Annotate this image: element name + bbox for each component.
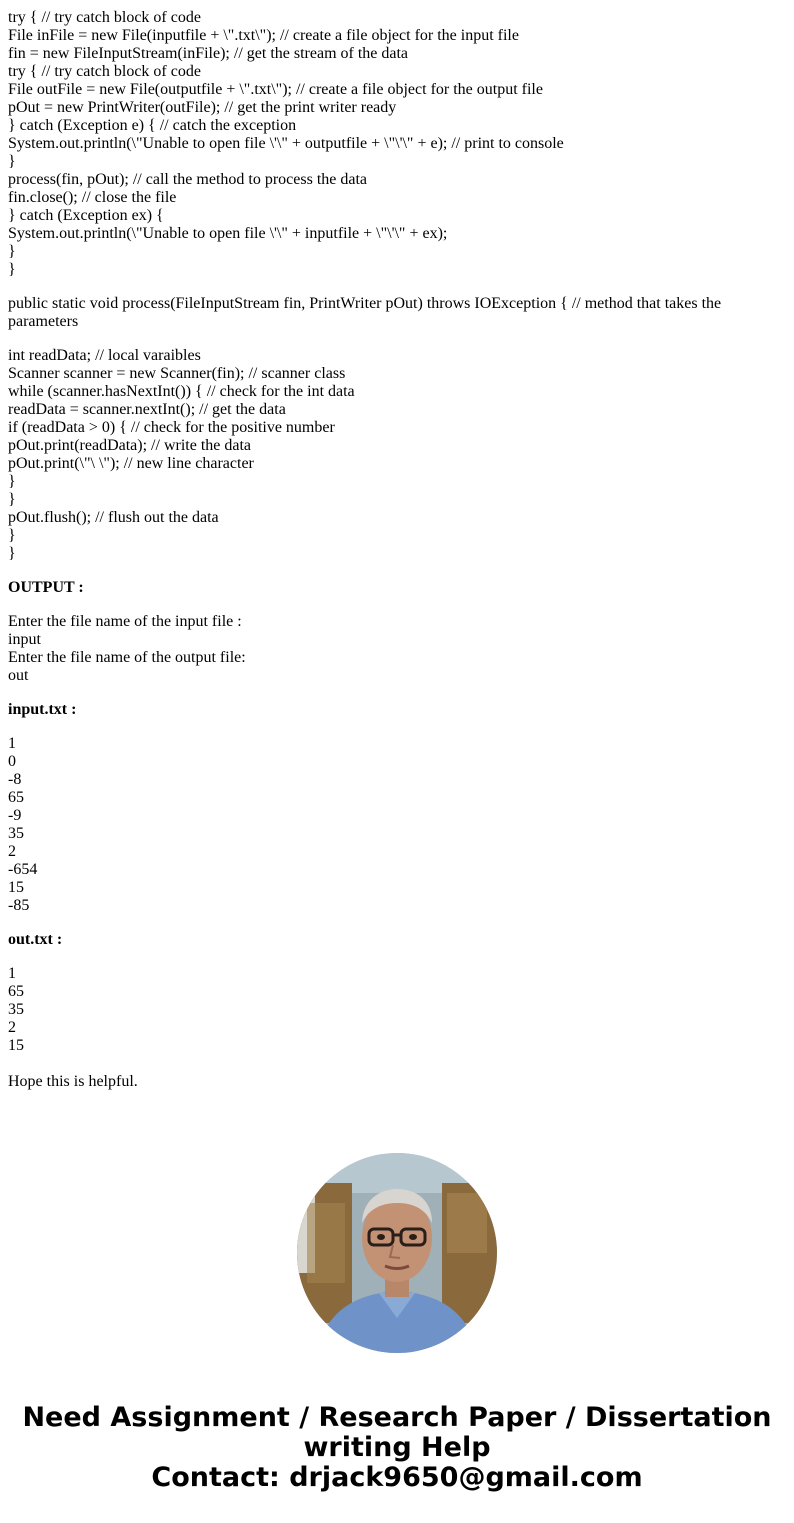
- input-value: 65: [8, 789, 24, 806]
- console-output: [8, 613, 784, 685]
- console-line: input: [8, 631, 41, 648]
- input-value: 15: [8, 879, 24, 896]
- input-value: 35: [8, 825, 24, 842]
- code-line: }: [8, 545, 16, 562]
- input-file-values: [8, 735, 784, 915]
- code-line: fin.close(); // close the file: [8, 189, 177, 206]
- output-value: 35: [8, 1001, 24, 1018]
- output-file-values: [8, 965, 784, 1055]
- code-line: while (scanner.hasNextInt()) { // check for the int data: [8, 383, 355, 400]
- input-value: -85: [8, 897, 30, 914]
- code-line: pOut.flush(); // flush out the data: [8, 509, 219, 526]
- console-line: Enter the file name of the input file :: [8, 613, 242, 630]
- author-avatar: [297, 1153, 497, 1353]
- input-value: 2: [8, 843, 16, 860]
- code-line: System.out.println(\"Unable to open file \'\" + inputfile + \"\'\" + ex);: [8, 225, 448, 242]
- code-line: readData = scanner.nextInt(); // get the data: [8, 401, 286, 418]
- code-block-try: [8, 9, 784, 279]
- answer-content: [8, 9, 784, 1091]
- method-signature: public static void process(FileInputStream fin, PrintWriter pOut) throws IOException { // method that takes the parameters: [8, 295, 722, 330]
- output-heading: OUTPUT :: [8, 579, 84, 596]
- promo-banner: [0, 1403, 794, 1493]
- code-line: pOut = new PrintWriter(outFile); // get the print writer ready: [8, 99, 397, 116]
- promo-contact: Contact: drjack9650@gmail.com: [151, 1462, 643, 1493]
- code-line: }: [8, 527, 16, 544]
- output-value: 15: [8, 1037, 24, 1054]
- output-value: 65: [8, 983, 24, 1000]
- code-line: if (readData > 0) { // check for the positive number: [8, 419, 335, 436]
- code-line: File inFile = new File(inputfile + \".txt\"); // create a file object for the input file: [8, 27, 519, 44]
- code-line: }: [8, 261, 16, 278]
- code-line: System.out.println(\"Unable to open file \'\" + outputfile + \"\'\" + e); // print to console: [8, 135, 564, 152]
- console-line: out: [8, 667, 29, 684]
- output-value: 2: [8, 1019, 16, 1036]
- output-file-heading: out.txt :: [8, 931, 63, 948]
- code-line: Scanner scanner = new Scanner(fin); // scanner class: [8, 365, 346, 382]
- closing-text: Hope this is helpful.: [8, 1073, 138, 1090]
- promo-line: writing Help: [303, 1432, 491, 1463]
- code-line: }: [8, 243, 16, 260]
- code-line: try { // try catch block of code: [8, 63, 201, 80]
- input-file-heading: input.txt :: [8, 701, 77, 718]
- console-line: Enter the file name of the output file:: [8, 649, 246, 666]
- input-value: -654: [8, 861, 38, 878]
- code-line: pOut.print(\"\ \"); // new line character: [8, 455, 254, 472]
- author-portrait-image: [297, 1153, 497, 1353]
- code-line: } catch (Exception e) { // catch the exception: [8, 117, 297, 134]
- code-line: try { // try catch block of code: [8, 9, 201, 26]
- code-line: pOut.print(readData); // write the data: [8, 437, 252, 454]
- input-value: -8: [8, 771, 22, 788]
- code-line: File outFile = new File(outputfile + \".txt\"); // create a file object for the output file: [8, 81, 543, 98]
- code-line: process(fin, pOut); // call the method to process the data: [8, 171, 368, 188]
- promo-line: Need Assignment / Research Paper / Dissertation: [22, 1402, 772, 1433]
- code-line: } catch (Exception ex) {: [8, 207, 164, 224]
- code-line: int readData; // local varaibles: [8, 347, 201, 364]
- input-value: -9: [8, 807, 22, 824]
- code-line: }: [8, 153, 16, 170]
- code-line: }: [8, 491, 16, 508]
- input-value: 0: [8, 753, 16, 770]
- output-value: 1: [8, 965, 16, 982]
- input-value: 1: [8, 735, 16, 752]
- code-block-process: [8, 347, 784, 563]
- code-line: }: [8, 473, 16, 490]
- code-line: fin = new FileInputStream(inFile); // get the stream of the data: [8, 45, 409, 62]
